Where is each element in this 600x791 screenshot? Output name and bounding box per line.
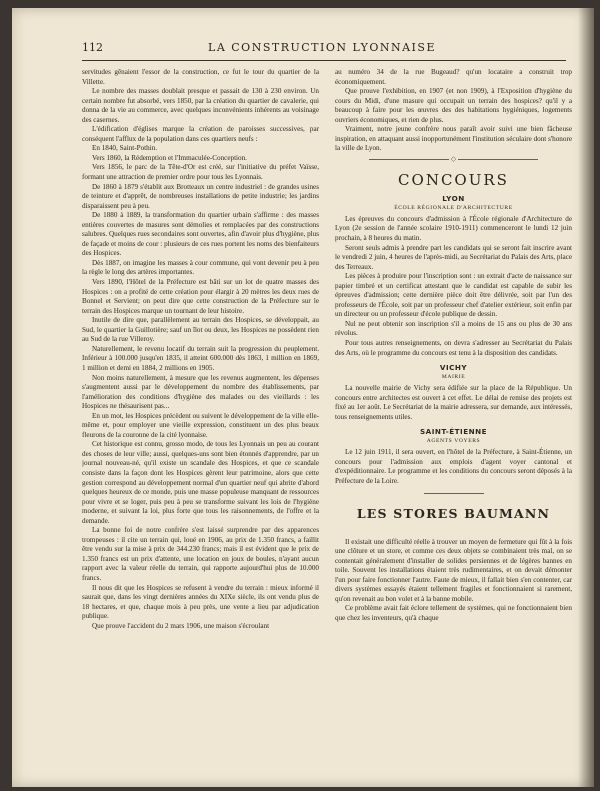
paragraph: Cet historique est connu, grosso modo, de tous les Lyonnais un peu au courant des choses de leur ville; aussi, quelques-uns sont bien étonnés d'apprendre, par un journal nouveau-né, qu'il existe un scandale des Hospices, et que ce scandale consiste dans la façon dont les Hospices gèrent leur patrimoine, alors que cette gestion correspond au développement normal d'un quartier neuf qui abrite d'abord quelques heureux de ce monde, puis une masse populeuse manquant de ressources pour vivre et se loger, puis peu à peu se transforme suivant les lois de l'hygiène moderne, et suivant la loi, plus forte que tous les raisonnements, de l'offre et la demande. (82, 440, 319, 525)
paragraph: Pour tous autres renseignements, on devra s'adresser au Secrétariat du Palais des Arts, où le programme du concours est tenu à la disposition des candidats. (335, 339, 572, 357)
paragraph: Les épreuves du concours d'admission à l'École régionale d'Architecture de Lyon (2e session de l'année scolaire 1910-1911) commenceront le lundi 12 juin prochain, à 8 heures du matin. (335, 214, 572, 243)
paragraph: Les pièces à produire pour l'inscription sont : un extrait d'acte de naissance sur papier timbré et un certificat attestant que le candidat est capable de subir les épreuves d'admission; cette dernière pièce doit être délivrée, soit par l'un des professeurs de l'École, soit par un professeur chef d'atelier extérieur, soit enfin par un directeur ou un professeur d'école publique de dessin. (335, 272, 572, 319)
section-ornament: ◇ (335, 155, 572, 163)
paragraph: Il nous dit que les Hospices se refusent à vendre du terrain : mieux informé il saurait que, dans les vingt dernières années du XIXe siècle, ils ont vendu plus de 18 hectares, et que, chaque mois à peu près, une vente a lieu par adjudication publique. (82, 583, 319, 621)
vichy-subtitle: MAIRIE (441, 374, 466, 381)
paragraph: La nouvelle mairie de Vichy sera édifiée sur la place de la République. Un concours entre architectes est ouvert à cet effet. Le délai de remise des projets est fixé au 1er août. Le Secrétariat de la mairie adressera, sur demande, aux intéressés, tous renseignements utiles. (335, 384, 572, 421)
binding-gutter-shadow (578, 8, 594, 787)
paragraph: Il existait une difficulté réelle à trouver un moyen de fermeture qui fût à la fois une clôture et un store, et comme ces deux objets se combinaient très mal, on se contentait généralement d'installer de solides persiennes et de légères bannes en toile. Souvent les installations étaient très rudimentaires, et on devait démonter l'un pour faire fonctionner l'autre. Faute de mieux, il fallait bien s'en contenter, car divers systèmes essayés étaient tellement fragiles et fonctionnaient si rarement, qu'on revenait au bon volet et à la banne mobile. (335, 537, 572, 603)
paragraph: Vers 1860, la Rédemption et l'Immaculée-Conception. (92, 153, 247, 162)
right-column (335, 68, 572, 778)
header-rule (82, 60, 566, 61)
school-subtitle: ÉCOLE RÉGIONALE D'ARCHITECTURE (394, 204, 513, 211)
city-heading-saint-etienne: SAINT-ÉTIENNE (419, 427, 488, 437)
paragraph: La bonne foi de notre confrère s'est laissé surprendre par des apparences trompeuses : il cite un terrain qui, loué en 1906, au prix de 1.350 francs, a faillit être vendu sur la mise à prix de 344.230 francs; mais il est évident que le prix de 1.350 francs est un prix d'attente, une location en joux de boules, n'ayant aucun rapport avec la valeur réelle du terrain, qui rapporte aujourd'hui plus de 10.000 francs. (82, 526, 319, 582)
paragraph: Que prouve l'exhibition, en 1907 (et non 1909), à l'Exposition d'hygiène du cours du Midi, d'une masure qui occupait un terrain des hospices? qu'il y a beaucoup à faire pour les œuvres des des habitations hygiéniques, logements ouvriers économiques, et rien de plus. (335, 87, 572, 124)
paragraph: Dès 1887, on imagine les masses à cour commune, qui vont devenir peu à peu la règle le long des artères importantes. (82, 258, 319, 277)
paragraph: Ce problème avait fait éclore tellement de systèmes, qui ne fonctionnaient bien que chez les inventeurs, qu'à chaque (335, 604, 572, 622)
paragraph: Vers 1890, l'Hôtel de la Préfecture est bâti sur un lot de quatre masses des Hospices : on a profité de cette création pour élargir à 20 mètres les deux rues de Bonnel et Servient; on peut dire que cette construction de la Préfecture sur le terrain des Hospices marque un tournant de leur histoire. (82, 278, 319, 315)
left-column (82, 68, 319, 778)
paragraph: Non moins naturellement, à mesure que les revenus augmentent, les dépenses s'augmentent aussi par le développement du nombre des établissements, par l'amélioration des conditions d'hygiène des malades ou des vieillards : les Hospices ne thésaurisent pas... (82, 373, 319, 411)
saint-etienne-subtitle: AGENTS VOYERS (426, 438, 481, 445)
paragraph: De 1880 à 1889, la transformation du quartier urbain s'affirme : des masses entières couvertes de masures sont démolies et remplacées par des constructions salubres. Quelques rues secondaires sont ouvertes, afin d'avoir plus d'hygiène, plus de façade et moins de cour : plusieurs de ces rues portent les noms des bienfaiteurs des Hospices. (82, 211, 319, 258)
paragraph: En un mot, les Hospices précèdent ou suivent le développement de la ville elle-même et, pour employer une vieille expression, constituent un des plus beaux fleurons de la couronne de la cité lyonnaise. (82, 411, 319, 439)
paragraph: L'édification d'églises marque la création de paroisses successives, par conséquent l'afflux de la population dans ces quartiers neufs : (82, 125, 319, 143)
paragraph: Que prouve l'accident du 2 mars 1906, une maison s'écroulant (92, 621, 270, 630)
journal-title: LA CONSTRUCTION LYONNAISE (208, 41, 436, 54)
page-number: 112 (82, 41, 103, 54)
paragraph: Seront seuls admis à prendre part les candidats qui se seront fait inscrire avant le vendredi 2 juin, 4 heures de l'après-midi, au Secrétariat du Palais des Arts, place des Terreaux. (335, 243, 572, 271)
paragraph: De 1860 à 1879 s'établit aux Brotteaux un centre industriel : de grandes usines de teinture et d'apprêt, de nombreuses installations de petite industrie; les jardins disparaissent peu à peu. (82, 182, 319, 210)
paragraph: Vers 1856, le parc de la Tête-d'Or est créé, sur l'initiative du préfet Vaïsse, formant une attraction de premier ordre pour tous les Lyonnais. (82, 163, 319, 182)
paragraph: au numéro 34 de la rue Bugeaud? qu'un locataire a construit trop économiquement. (335, 68, 572, 86)
paragraph: Nul ne peut obtenir son inscription s'il a moins de 15 ans ou plus de 30 ans révolus. (335, 319, 572, 338)
paragraph: Naturellement, le revenu locatif du terrain suit la progression du peuplement. Inférieur à 100.000 jusqu'en 1835, il atteint 600.000 dès 1863, 1 million en 1869, 1 million et demi en 1884, 2 millions en 1905. (82, 344, 319, 372)
paragraph: Le nombre des masses doublait presque et passait de 130 à 230 environ. Un certain nombre fut absorbé, vers 1850, par la création du quartier de cavalerie, qui donna de la vie au commerce, avec quelques inconvénients inhérents au voisinage des casernes. (82, 87, 319, 124)
city-heading-lyon: LYON (442, 193, 465, 203)
running-header (82, 41, 562, 57)
paragraph: Le 12 juin 1911, il sera ouvert, en l'hôtel de la Préfecture, à Saint-Étienne, un concours pour l'admission aux emplois d'agent voyer cantonal et d'expéditionnaire. Le programme et les conditions du concours seront déposés à la Préfecture de la Loire. (335, 448, 572, 485)
section-divider (424, 493, 484, 494)
stores-title: LES STORES BAUMANN (356, 505, 551, 521)
concours-title: CONCOURS (398, 170, 509, 189)
city-heading-vichy: VICHY (439, 363, 468, 373)
page (12, 8, 594, 787)
paragraph: Vraiment, notre jeune confrère nous paraît avoir suivi une bien fâcheuse inspiration, en attaquant aussi inopportunément l'institution séculaire dont s'honore la ville de Lyon. (335, 125, 572, 153)
paragraph: servitudes gênaient l'essor de la construction, ce fut le tour du quartier de la Villette. (82, 68, 319, 86)
paragraph: En 1840, Saint-Pothin. (92, 144, 158, 153)
paragraph: Inutile de dire que, parallèlement au terrain des Hospices, se développait, au Sud, le quartier la Guillotière; sauf un îlot ou deux, les Hospices ne possèdent rien au Sud de la rue Villeroy. (82, 316, 319, 344)
